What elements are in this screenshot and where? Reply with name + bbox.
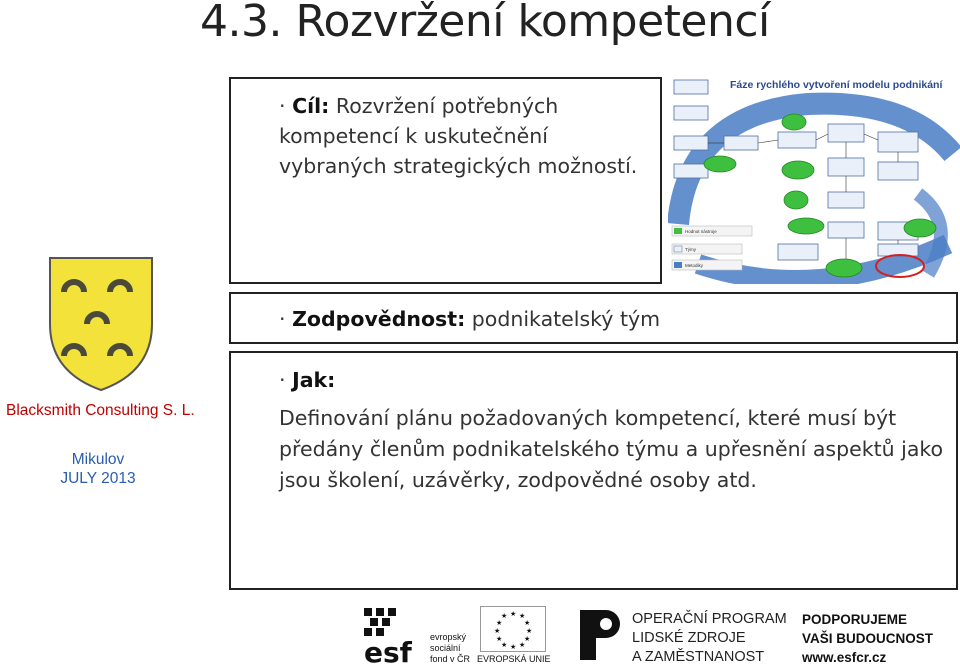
op-line-1: OPERAČNÍ PROGRAM — [632, 611, 787, 627]
svg-text:★: ★ — [501, 641, 508, 649]
business-model-diagram — [668, 74, 960, 284]
responsibility-text: podnikatelský tým — [471, 307, 661, 331]
responsibility-box — [229, 292, 958, 344]
svg-text:★: ★ — [519, 612, 526, 620]
how-box — [229, 351, 958, 590]
svg-text:esf: esf — [364, 636, 412, 664]
date-label: JULY 2013 — [60, 470, 136, 487]
esf-line-3: fond v ČR — [430, 654, 471, 664]
support-line-1: PODPORUJEME — [802, 612, 908, 627]
esf-line-1: evropský — [430, 632, 467, 642]
footer-logos — [362, 604, 942, 666]
svg-text:★: ★ — [496, 619, 503, 627]
how-text: Definování plánu požadovaných kompetencí, které musí být předány členům podnikatelského týmu a upřesnění aspektů jako jsou školení, uzávěrky, zodpovědné osoby atd. — [279, 406, 944, 492]
how-label: Jak: — [292, 368, 336, 392]
esf-line-2: sociální — [430, 643, 461, 653]
svg-text:★: ★ — [524, 635, 531, 643]
city-label: Mikulov — [71, 451, 125, 468]
op-line-2: LIDSKÉ ZDROJE — [632, 630, 746, 646]
svg-text:★: ★ — [501, 612, 508, 620]
svg-text:★: ★ — [526, 627, 533, 635]
svg-text:★: ★ — [519, 641, 526, 649]
svg-text:★: ★ — [524, 619, 531, 627]
how-bullet: · — [279, 368, 286, 392]
eu-label: EVROPSKÁ UNIE — [477, 654, 551, 664]
op-program-text — [632, 610, 787, 667]
legend-item-2: Týmy — [685, 247, 696, 252]
esf-text — [430, 632, 470, 665]
svg-text:★: ★ — [510, 610, 517, 618]
diagram-title: Fáze rychlého vytvoření modelu podnikání — [730, 79, 943, 91]
svg-text:★: ★ — [510, 643, 517, 651]
responsibility-label: Zodpovědnost: — [292, 307, 466, 331]
goal-text: Rozvržení potřebných kompetencí k uskutečnění vybraných strategických možností. — [279, 94, 638, 178]
diagram-graphic — [668, 74, 960, 284]
support-url[interactable]: www.esfcr.cz — [802, 650, 887, 665]
responsibility-bullet: · — [279, 307, 286, 331]
op-program-icon — [576, 606, 624, 664]
legend-item-3: Metodiky — [685, 263, 704, 268]
company-name: Blacksmith Consulting S. L. — [6, 402, 195, 419]
page-title: 4.3. Rozvržení kompetencí — [200, 0, 770, 47]
support-line-2: VAŠI BUDOUCNOST — [802, 631, 934, 646]
how-heading — [279, 365, 335, 395]
op-line-3: A ZAMĚSTNANOST — [632, 649, 765, 665]
company-crest-logo — [46, 254, 156, 394]
svg-text:★: ★ — [496, 635, 503, 643]
responsibility-text-block — [279, 304, 660, 334]
goal-box — [229, 77, 662, 284]
goal-bullet: · — [279, 94, 286, 118]
legend-item-1: Hodnot nástroje — [685, 229, 717, 234]
support-text — [802, 610, 933, 667]
svg-text:★: ★ — [494, 627, 501, 635]
eu-flag-icon — [480, 606, 546, 652]
goal-text-block — [279, 91, 659, 181]
goal-label: Cíl: — [292, 94, 330, 118]
